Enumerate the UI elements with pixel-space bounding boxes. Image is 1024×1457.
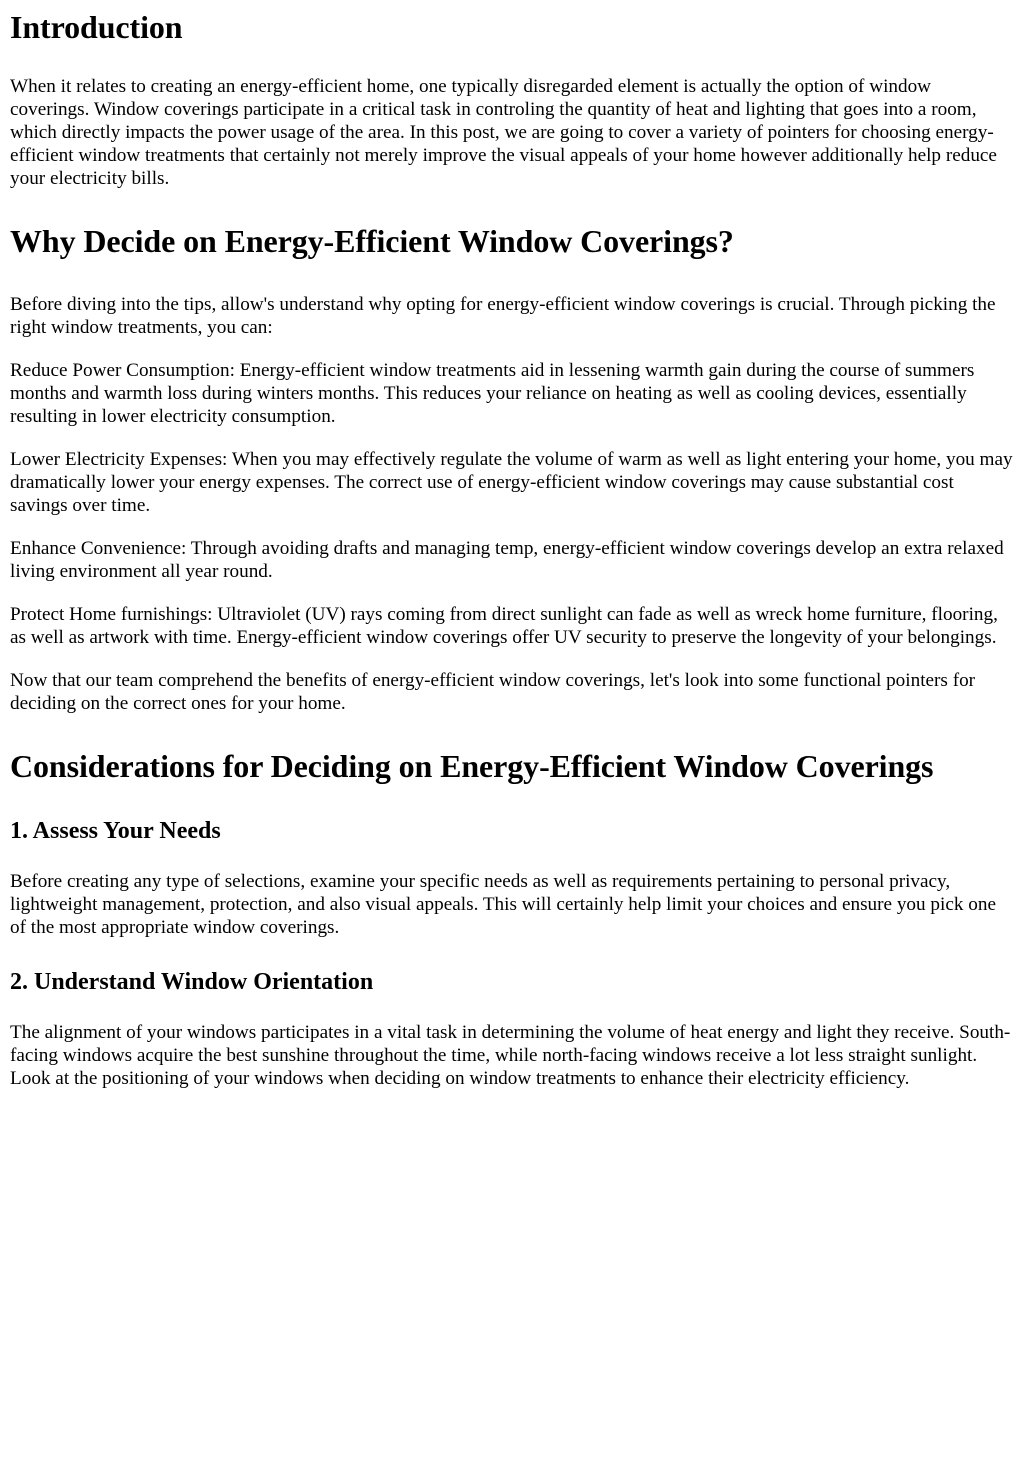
step-1-paragraph: Before creating any type of selections, examine your specific needs as well as requirements pertaining to personal privacy, lightweight management, protection, and also visual appeals. This will certainly help limit your choices and ensure you pick one of the most appropriate window coverings. <box>10 871 996 938</box>
benefit-lower-expenses: Lower Electricity Expenses: When you may effectively regulate the volume of warm as well as light entering your home, you may dramatically lower your energy expenses. The correct use of energy-efficient window coverings may cause substantial cost savings over time. <box>10 449 1013 516</box>
introduction-paragraph: When it relates to creating an energy-efficient home, one typically disregarded element is actually the option of window coverings. Window coverings participate in a critical task in controling the quantity of heat and lighting that goes into a room, which directly impacts the power usage of the area. In this post, we are going to cover a variety of pointers for choosing energy-efficient window treatments that certainly not merely improve the visual appeals of your home however additionally help reduce your electricity bills. <box>10 76 997 189</box>
benefit-enhance-convenience: Enhance Convenience: Through avoiding drafts and managing temp, energy-efficient window coverings develop an extra relaxed living environment all year round. <box>10 538 1004 582</box>
step-2-heading: 2. Understand Window Orientation <box>10 969 374 995</box>
benefit-protect-furnishings: Protect Home furnishings: Ultraviolet (UV) rays coming from direct sunlight can fade as well as wreck home furniture, flooring, as well as artwork with time. Energy-efficient window coverings offer UV security to preserve the longevity of your belongings. <box>10 604 998 648</box>
benefit-reduce-power: Reduce Power Consumption: Energy-efficient window treatments aid in lessening warmth gain during the course of summers months and warmth loss during winters months. This reduces your reliance on heating as well as cooling devices, essentially resulting in lower electricity consumption. <box>10 360 975 427</box>
why-closing-paragraph: Now that our team comprehend the benefits of energy-efficient window coverings, let's look into some functional pointers for deciding on the correct ones for your home. <box>10 670 976 714</box>
introduction-heading: Introduction <box>10 9 183 45</box>
why-heading: Why Decide on Energy-Efficient Window Coverings? <box>10 223 734 259</box>
considerations-heading: Considerations for Deciding on Energy-Efficient Window Coverings <box>10 748 934 784</box>
step-1-heading: 1. Assess Your Needs <box>10 818 221 844</box>
article <box>0 9 1024 1090</box>
step-2-paragraph: The alignment of your windows participates in a vital task in determining the volume of heat energy and light they receive. South-facing windows acquire the best sunshine throughout the time, while north-facing windows receive a lot less straight sunlight. Look at the positioning of your windows when deciding on window treatments to enhance their electricity efficiency. <box>10 1022 1011 1089</box>
why-lead-paragraph: Before diving into the tips, allow's understand why opting for energy-efficient window coverings is crucial. Through picking the right window treatments, you can: <box>10 294 996 338</box>
